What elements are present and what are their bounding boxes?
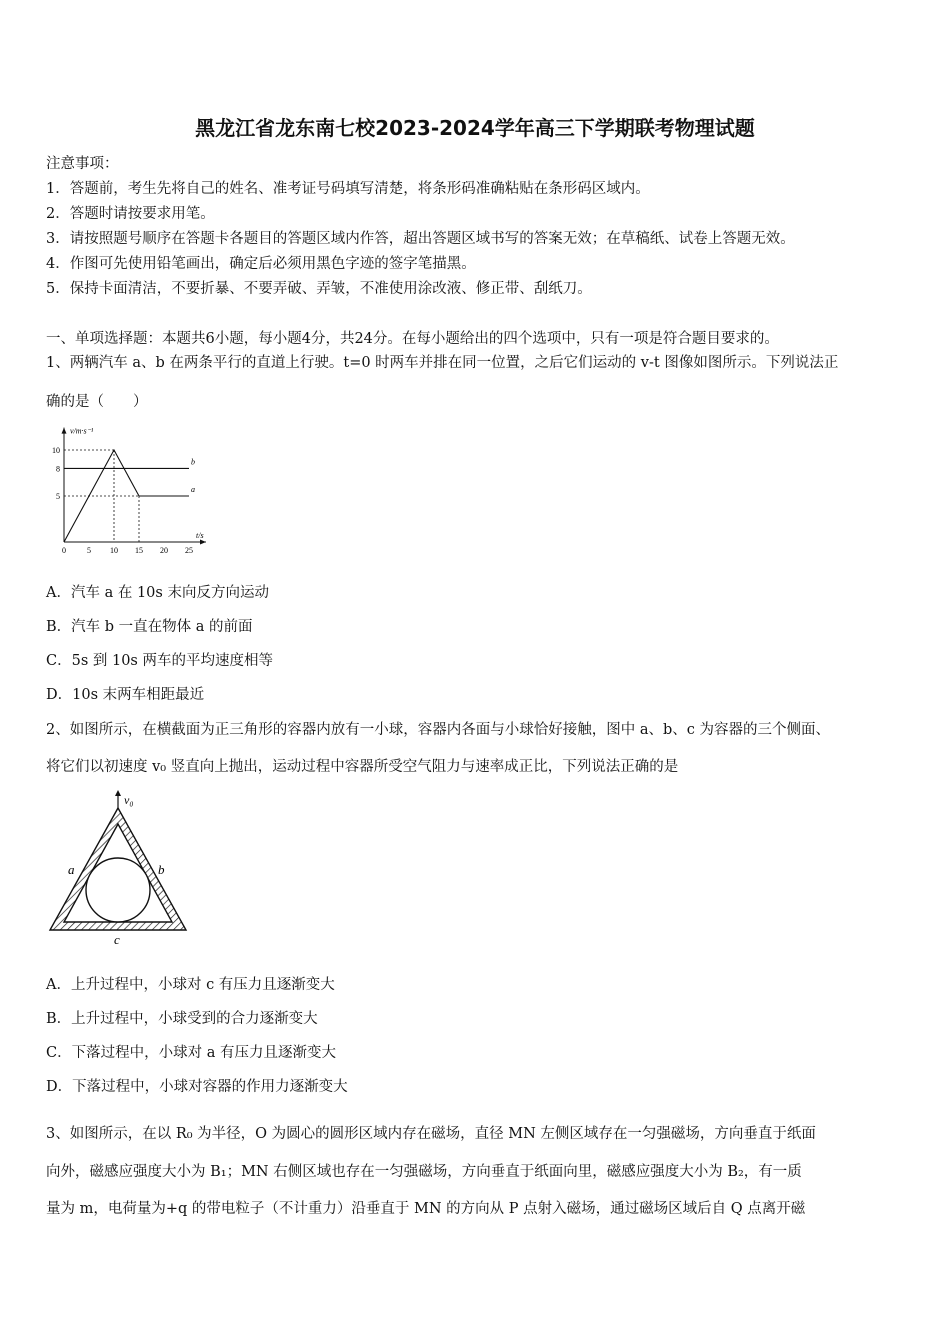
q3-stem-line2: 向外，磁感应强度大小为 B₁；MN 右侧区域也存在一匀强磁场，方向垂直于纸面向里，磁感应强度大小为 B₂，有一质	[46, 1164, 802, 1180]
q1-option-c: C．5s 到 10s 两车的平均速度相等	[46, 653, 273, 669]
x-tick-label: 20	[160, 546, 168, 555]
q1-option-b: B．汽车 b 一直在物体 a 的前面	[46, 619, 253, 635]
x-tick-label: 15	[135, 546, 143, 555]
q1-option-a: A．汽车 a 在 10s 末向反方向运动	[46, 585, 269, 601]
label-b: b	[158, 862, 165, 877]
q3-stem-line1: 3、如图所示，在以 R₀ 为半径，O 为圆心的圆形区域内存在磁场，直径 MN 左侧区域存在一匀强磁场，方向垂直于纸面	[46, 1126, 816, 1142]
y-axis-label: v/m·s⁻¹	[70, 426, 94, 436]
y-tick-label: 10	[52, 446, 60, 455]
q2-option-a: A．上升过程中，小球对 c 有压力且逐渐变大	[46, 977, 335, 993]
notice-heading: 注意事项：	[46, 156, 119, 172]
q1-stem-line1: 1、两辆汽车 a、b 在两条平行的直道上行驶。t=0 时两车并排在同一位置，之后它们运动的 v-t 图像如图所示。下列说法正	[46, 355, 839, 371]
x-axis-arrow	[200, 540, 206, 545]
label-a: a	[68, 862, 75, 877]
q2-stem-line1: 2、如图所示，在横截面为正三角形的容器内放有一小球，容器内各面与小球恰好接触，图中 a、b、c 为容器的三个侧面、	[46, 722, 830, 738]
triangle-container-figure	[46, 788, 196, 948]
x-tick-label: 0	[62, 546, 66, 555]
ball	[86, 858, 150, 922]
series-line-a	[64, 450, 189, 542]
section-heading: 一、单项选择题：本题共6小题，每小题4分，共24分。在每小题给出的四个选项中，只有一项是符合题目要求的。	[46, 331, 779, 347]
label-c: c	[114, 932, 120, 947]
q2-option-d: D．下落过程中，小球对容器的作用力逐渐变大	[46, 1079, 348, 1095]
series-label-a: a	[191, 485, 195, 494]
notice-item: 1．答题前，考生先将自己的姓名、准考证号码填写清楚，将条形码准确粘贴在条形码区域内。	[46, 181, 650, 197]
q1-stem-line2: 确的是（ ）	[46, 394, 148, 410]
x-tick-label: 5	[87, 546, 91, 555]
x-axis-label: t/s	[196, 531, 204, 540]
notice-item: 2．答题时请按要求用笔。	[46, 206, 215, 222]
notice-item: 3．请按照题号顺序在答题卡各题目的答题区域内作答，超出答题区域书写的答案无效；在草稿纸、试卷上答题无效。	[46, 231, 795, 247]
page-title: 黑龙江省龙东南七校2023-2024学年高三下学期联考物理试题	[195, 116, 755, 140]
y-axis-arrow	[62, 428, 67, 434]
q1-option-d: D．10s 末两车相距最近	[46, 687, 205, 703]
x-tick-label: 10	[110, 546, 118, 555]
y-tick-label: 5	[56, 492, 60, 501]
notice-item: 5．保持卡面清洁，不要折暴、不要弄破、弄皱，不准使用涂改液、修正带、刮纸刀。	[46, 281, 592, 297]
series-label-b: b	[191, 457, 195, 467]
q2-stem-line2: 将它们以初速度 v₀ 竖直向上抛出，运动过程中容器所受空气阻力与速率成正比，下列说法正确的是	[46, 759, 679, 775]
q2-option-c: C．下落过程中，小球对 a 有压力且逐渐变大	[46, 1045, 336, 1061]
notice-item: 4．作图可先使用铅笔画出，确定后必须用黑色字迹的签字笔描黑。	[46, 256, 476, 272]
q2-option-b: B．上升过程中，小球受到的合力逐渐变大	[46, 1011, 318, 1027]
q3-stem-line3: 量为 m，电荷量为+q 的带电粒子（不计重力）沿垂直于 MN 的方向从 P 点射入磁场，通过磁场区域后自 Q 点离开磁	[46, 1201, 806, 1217]
label-v0: v₀	[124, 793, 134, 807]
y-tick-label: 8	[56, 464, 60, 474]
x-tick-label: 25	[185, 546, 193, 555]
vt-chart	[40, 418, 240, 560]
